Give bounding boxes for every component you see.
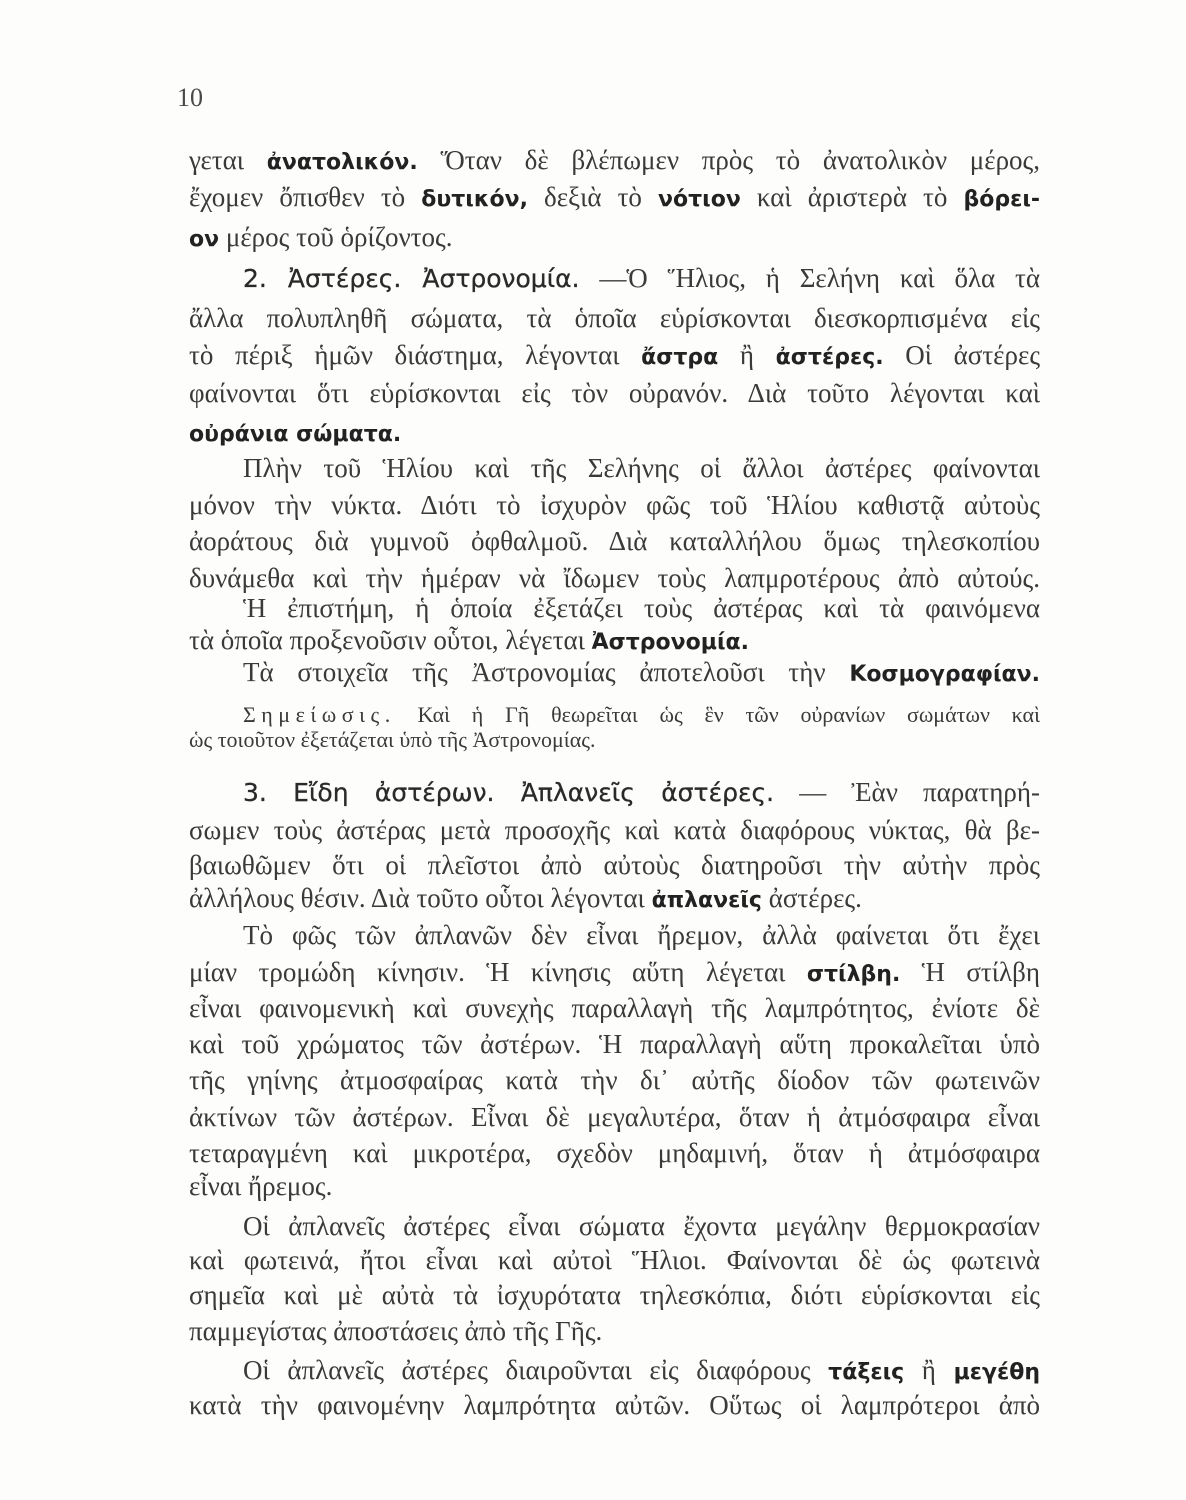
body-text: Οἱ ἀπλανεῖς ἀστέρες εἶναι σώματα ἔχοντα μεγάλην θερμοκρασίαν (243, 1211, 1040, 1241)
text-line (189, 1387, 1040, 1423)
bold-term: ἀνατολικόν. (266, 150, 418, 175)
body-text: σημεῖα καὶ μὲ αὐτὰ τὰ ἰσχυρότατα τηλεσκόπια, διότι εὑρίσκονται εἰς (189, 1280, 1040, 1310)
body-text: ἀκτίνων τῶν ἀστέρων. Εἶναι δὲ μεγαλυτέρα, ὅταν ἡ ἀτμόσφαιρα εἶναι (189, 1102, 1040, 1132)
body-text: ἢ (718, 340, 776, 370)
text-line (189, 880, 1040, 916)
body-text: γεται (189, 145, 267, 175)
body-text: τεταραγμένη καὶ μικροτέρα, σχεδὸν μηδαμινή, ὅταν ἡ ἀτμόσφαιρα (189, 1138, 1040, 1168)
body-text: Ἡ ἐπιστήμη, ἡ ὁποία ἐξετάζει τοὺς ἀστέρας καὶ τὰ φαινόμενα (243, 593, 1040, 623)
bold-term: στίλβη. (806, 962, 901, 987)
body-text: Τὸ φῶς τῶν ἀπλανῶν δὲν εἶναι ἤρεμον, ἀλλὰ φαίνεται ὅτι ἔχει (243, 920, 1040, 950)
body-text: μόνον τὴν νύκτα. Διότι τὸ ἰσχυρὸν φῶς τοῦ Ἡλίου καθιστᾷ αὐτοὺς (189, 490, 1040, 520)
bold-term: Ἀστρονομία. (591, 630, 750, 655)
body-text: τῆς γηίνης ἀτμοσφαίρας κατὰ τὴν δι᾽ αὐτῆς δίοδον τῶν φωτεινῶν (189, 1065, 1040, 1095)
text-line (189, 1135, 1040, 1171)
text-line (189, 1099, 1040, 1135)
body-text: ἀοράτους διὰ γυμνοῦ ὀφθαλμοῦ. Διὰ καταλλήλου ὅμως τηλεσκοπίου (189, 526, 1040, 556)
text-line (189, 812, 1040, 848)
bold-term: δυτικόν, (421, 187, 528, 212)
text-line (189, 523, 1040, 559)
body-text: τὰ ὁποῖα προξενοῦσιν οὗτοι, λέγεται (189, 625, 592, 655)
text-line (243, 1208, 1040, 1244)
body-text: ὡς τοιοῦτον ἐξετάζεται ὑπὸ τῆς Ἀστρονομίας. (189, 727, 596, 752)
body-text: εἶναι ἤρεμος. (189, 1171, 333, 1201)
text-line (189, 622, 1040, 658)
body-text: δεξιὰ τὸ (527, 182, 658, 212)
body-text: σωμεν τοὺς ἀστέρας μετὰ προσοχῆς καὶ κατὰ διαφόρους νύκτας, θὰ βε- (189, 815, 1040, 845)
body-text: ἄλλα πολυπληθῆ σώματα, τὰ ὁποῖα εὑρίσκονται διεσκορπισμένα εἰς (189, 303, 1040, 333)
section-heading: 3. Εἴδη ἀστέρων. Ἀπλανεῖς ἀστέρες. (243, 778, 775, 807)
text-line (189, 414, 1040, 450)
bold-term: ἄστρα (641, 345, 719, 370)
body-text: καὶ τοῦ χρώματος τῶν ἀστέρων. Ἡ παραλλαγὴ αὕτη προκαλεῖται ὑπὸ (189, 1029, 1040, 1059)
body-text: —Ὁ Ἥλιος, ἡ Σελήνη καὶ ὅλα τὰ (579, 263, 1040, 293)
page-number: 10 (177, 83, 203, 112)
text-line (189, 337, 1040, 373)
text-line (243, 774, 1040, 810)
bold-term: βόρει- (963, 187, 1041, 212)
body-text: παμμεγίστας ἀποστάσεις ἀπὸ τῆς Γῆς. (189, 1316, 603, 1346)
text-line (189, 727, 1040, 752)
bold-term: Κοσμογραφίαν. (849, 662, 1040, 687)
text-line (189, 847, 1040, 883)
body-text: καὶ ἀριστερὰ τὸ (740, 182, 964, 212)
body-text: μίαν τρομώδη κίνησιν. Ἡ κίνησις αὕτη λέγεται (189, 957, 807, 987)
text-line (189, 179, 1040, 215)
text-line (243, 260, 1040, 296)
text-line (189, 990, 1040, 1026)
text-line (243, 702, 1040, 727)
text-line (189, 1242, 1040, 1278)
body-text: τὸ πέριξ ἡμῶν διάστημα, λέγονται (189, 340, 642, 370)
body-text: κατὰ τὴν φαινομένην λαμπρότητα αὐτῶν. Οὕτως οἱ λαμπρότεροι ἀπὸ (189, 1390, 1040, 1420)
text-line (189, 375, 1040, 411)
body-text: Οἱ ἀστέρες (883, 340, 1041, 370)
text-line (243, 1352, 1040, 1388)
body-text: βαιωθῶμεν ὅτι οἱ πλεῖστοι ἀπὸ αὐτοὺς διατηροῦσι τὴν αὐτὴν πρὸς (189, 850, 1040, 880)
body-text: δυνάμεθα καὶ τὴν ἡμέραν νὰ ἴδωμεν τοὺς λαπμροτέρους ἀπὸ αὐτούς. (189, 563, 1040, 593)
body-text: εἶναι φαινομενικὴ καὶ συνεχὴς παραλλαγὴ τῆς λαμπρότητος, ἐνίοτε δὲ (189, 993, 1040, 1023)
bold-term: ον (189, 227, 220, 252)
text-line (243, 450, 1040, 486)
bold-term: τάξεις (828, 1360, 905, 1385)
body-text: ἀλλήλους θέσιν. Διὰ τοῦτο οὗτοι λέγονται (189, 883, 652, 913)
text-line (243, 917, 1040, 953)
text-line (189, 1062, 1040, 1098)
body-text: Ἡ στίλβη (900, 957, 1040, 987)
text-line (189, 954, 1040, 990)
body-text: καὶ φωτεινά, ἤτοι εἶναι καὶ αὐτοὶ Ἥλιοι. Φαίνονται δὲ ὡς φωτεινὰ (189, 1245, 1040, 1275)
bold-term: οὐράνια σώματα. (189, 422, 402, 447)
text-line (189, 1026, 1040, 1062)
bold-term: ἀστέρες. (775, 345, 884, 370)
text-line (189, 142, 1040, 178)
body-text: ἀστέρες. (761, 883, 862, 913)
body-text: Πλὴν τοῦ Ἡλίου καὶ τῆς Σελήνης οἱ ἄλλοι ἀστέρες φαίνονται (243, 453, 1040, 483)
text-line (189, 1277, 1040, 1313)
body-text: — Ἐὰν παρατηρή- (774, 777, 1040, 807)
body-text: Οἱ ἀπλανεῖς ἀστέρες διαιροῦνται εἰς διαφόρους (243, 1355, 829, 1385)
body-text: Ὅταν δὲ βλέπωμεν πρὸς τὸ ἀνατολικὸν μέρος, (417, 145, 1040, 175)
body-text: ἢ (904, 1355, 954, 1385)
bold-term: νότιον (658, 187, 741, 212)
text-line (189, 219, 1040, 255)
text-line (189, 1168, 1040, 1204)
text-line (243, 654, 1040, 690)
body-text: Τὰ στοιχεῖα τῆς Ἀστρονομίας ἀποτελοῦσι τὴν (243, 657, 850, 687)
text-line (189, 1313, 1040, 1349)
note-label: Σημείωσις. (243, 702, 396, 727)
bold-term: μεγέθη (953, 1360, 1041, 1385)
body-text: Καὶ ἡ Γῆ θεωρεῖται ὡς ἓν τῶν οὐρανίων σωμάτων καὶ (395, 702, 1040, 727)
text-line (243, 590, 1040, 626)
body-text: μέρος τοῦ ὁρίζοντος. (219, 222, 453, 252)
text-line (189, 487, 1040, 523)
body-text: φαίνονται ὅτι εὑρίσκονται εἰς τὸν οὐρανόν. Διὰ τοῦτο λέγονται καὶ (189, 378, 1040, 408)
section-heading: 2. Ἀστέρες. Ἀστρονομία. (243, 264, 580, 293)
text-line (189, 300, 1040, 336)
bold-term: ἀπλανεῖς (651, 888, 762, 913)
body-text: ἔχομεν ὄπισθεν τὸ (189, 182, 422, 212)
